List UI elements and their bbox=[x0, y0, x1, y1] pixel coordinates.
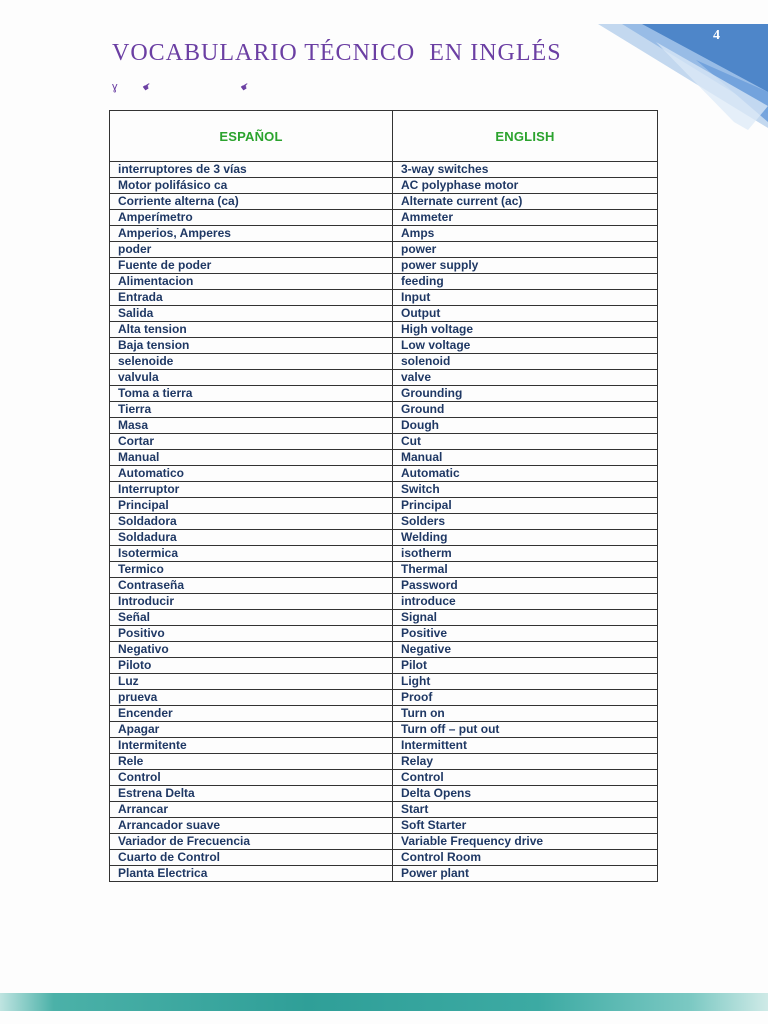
table-row bbox=[110, 210, 658, 226]
spanish-term: Motor polifásico ca bbox=[110, 178, 393, 194]
english-term: Dough bbox=[393, 418, 658, 434]
spanish-term: Termico bbox=[110, 562, 393, 578]
english-term: Alternate current (ac) bbox=[393, 194, 658, 210]
spanish-term: Tierra bbox=[110, 402, 393, 418]
spanish-term: Corriente alterna (ca) bbox=[110, 194, 393, 210]
page-title: VOCABULARIO TÉCNICO EN INGLÉS bbox=[112, 40, 562, 66]
table-row bbox=[110, 322, 658, 338]
table-row bbox=[110, 610, 658, 626]
table-row bbox=[110, 770, 658, 786]
gamma-glyph: ɣ bbox=[112, 81, 118, 93]
table-row bbox=[110, 658, 658, 674]
spanish-term: Amperios, Amperes bbox=[110, 226, 393, 242]
english-term: Ground bbox=[393, 402, 658, 418]
vocabulary-table bbox=[109, 110, 658, 882]
english-term: Cut bbox=[393, 434, 658, 450]
table-row bbox=[110, 754, 658, 770]
table-row bbox=[110, 738, 658, 754]
table-row bbox=[110, 706, 658, 722]
english-term: Soft Starter bbox=[393, 818, 658, 834]
english-term: Welding bbox=[393, 530, 658, 546]
table-row bbox=[110, 194, 658, 210]
english-term: introduce bbox=[393, 594, 658, 610]
spanish-term: Isotermica bbox=[110, 546, 393, 562]
english-term: 3-way switches bbox=[393, 162, 658, 178]
spanish-term: Alimentacion bbox=[110, 274, 393, 290]
spanish-term: Soldadura bbox=[110, 530, 393, 546]
english-term: Intermittent bbox=[393, 738, 658, 754]
spanish-term: Control bbox=[110, 770, 393, 786]
spanish-term: interruptores de 3 vías bbox=[110, 162, 393, 178]
spanish-term: Intermitente bbox=[110, 738, 393, 754]
table-row bbox=[110, 594, 658, 610]
english-term: Variable Frequency drive bbox=[393, 834, 658, 850]
spanish-term: Manual bbox=[110, 450, 393, 466]
spanish-term: Arrancador suave bbox=[110, 818, 393, 834]
english-term: solenoid bbox=[393, 354, 658, 370]
spanish-term: Señal bbox=[110, 610, 393, 626]
spanish-term: selenoide bbox=[110, 354, 393, 370]
english-term: Delta Opens bbox=[393, 786, 658, 802]
english-term: Amps bbox=[393, 226, 658, 242]
table-row bbox=[110, 370, 658, 386]
spanish-term: Baja tension bbox=[110, 338, 393, 354]
table-row bbox=[110, 498, 658, 514]
table-row bbox=[110, 258, 658, 274]
english-term: Light bbox=[393, 674, 658, 690]
spanish-term: Contraseña bbox=[110, 578, 393, 594]
english-term: Output bbox=[393, 306, 658, 322]
spanish-term: Cuarto de Control bbox=[110, 850, 393, 866]
spanish-term: Alta tension bbox=[110, 322, 393, 338]
footer-accent-bar bbox=[0, 993, 768, 1011]
spanish-term: Apagar bbox=[110, 722, 393, 738]
spanish-term: Interruptor bbox=[110, 482, 393, 498]
english-term: Control Room bbox=[393, 850, 658, 866]
table-header-row bbox=[110, 111, 658, 162]
english-term: Principal bbox=[393, 498, 658, 514]
table-row bbox=[110, 642, 658, 658]
table-row bbox=[110, 546, 658, 562]
english-term: Low voltage bbox=[393, 338, 658, 354]
english-term: Turn on bbox=[393, 706, 658, 722]
table-row bbox=[110, 306, 658, 322]
spanish-term: Masa bbox=[110, 418, 393, 434]
english-term: Turn off – put out bbox=[393, 722, 658, 738]
table-row bbox=[110, 450, 658, 466]
table-row bbox=[110, 274, 658, 290]
table-row bbox=[110, 834, 658, 850]
table-row bbox=[110, 402, 658, 418]
spanish-term: Rele bbox=[110, 754, 393, 770]
table-body bbox=[110, 162, 658, 882]
english-term: Manual bbox=[393, 450, 658, 466]
table-row bbox=[110, 690, 658, 706]
spanish-term: Planta Electrica bbox=[110, 866, 393, 882]
table-row bbox=[110, 626, 658, 642]
english-term: Signal bbox=[393, 610, 658, 626]
table-row bbox=[110, 722, 658, 738]
spanish-term: Salida bbox=[110, 306, 393, 322]
table-row bbox=[110, 162, 658, 178]
english-term: Thermal bbox=[393, 562, 658, 578]
spanish-term: Encender bbox=[110, 706, 393, 722]
table-row bbox=[110, 338, 658, 354]
table-row bbox=[110, 418, 658, 434]
english-term: AC polyphase motor bbox=[393, 178, 658, 194]
table-row bbox=[110, 674, 658, 690]
table-row bbox=[110, 226, 658, 242]
table-row bbox=[110, 466, 658, 482]
english-term: Switch bbox=[393, 482, 658, 498]
table-row bbox=[110, 562, 658, 578]
english-term: Positive bbox=[393, 626, 658, 642]
english-term: Proof bbox=[393, 690, 658, 706]
table-row bbox=[110, 434, 658, 450]
spanish-term: poder bbox=[110, 242, 393, 258]
pointing-hand-icon: ☛ bbox=[238, 80, 252, 95]
decorative-glyphs bbox=[112, 82, 250, 93]
table-row bbox=[110, 386, 658, 402]
spanish-term: Arrancar bbox=[110, 802, 393, 818]
header-espanol: ESPAÑOL bbox=[110, 111, 393, 162]
table-row bbox=[110, 802, 658, 818]
spanish-term: prueva bbox=[110, 690, 393, 706]
spanish-term: Positivo bbox=[110, 626, 393, 642]
spanish-term: Cortar bbox=[110, 434, 393, 450]
english-term: High voltage bbox=[393, 322, 658, 338]
english-term: isotherm bbox=[393, 546, 658, 562]
english-term: Pilot bbox=[393, 658, 658, 674]
table-row bbox=[110, 786, 658, 802]
english-term: Negative bbox=[393, 642, 658, 658]
spanish-term: Luz bbox=[110, 674, 393, 690]
english-term: Power plant bbox=[393, 866, 658, 882]
table-row bbox=[110, 850, 658, 866]
english-term: Start bbox=[393, 802, 658, 818]
spanish-term: Estrena Delta bbox=[110, 786, 393, 802]
table-row bbox=[110, 354, 658, 370]
table-row bbox=[110, 818, 658, 834]
table-row bbox=[110, 178, 658, 194]
english-term: feeding bbox=[393, 274, 658, 290]
english-term: Solders bbox=[393, 514, 658, 530]
table-row bbox=[110, 578, 658, 594]
english-term: Automatic bbox=[393, 466, 658, 482]
spanish-term: Introducir bbox=[110, 594, 393, 610]
spanish-term: Entrada bbox=[110, 290, 393, 306]
spanish-term: Toma a tierra bbox=[110, 386, 393, 402]
spanish-term: Principal bbox=[110, 498, 393, 514]
english-term: Ammeter bbox=[393, 210, 658, 226]
spanish-term: Fuente de poder bbox=[110, 258, 393, 274]
english-term: power bbox=[393, 242, 658, 258]
pointing-hand-icon: ☛ bbox=[140, 80, 154, 95]
spanish-term: Variador de Frecuencia bbox=[110, 834, 393, 850]
page-number: 4 bbox=[713, 28, 720, 43]
table-row bbox=[110, 290, 658, 306]
header-english: ENGLISH bbox=[393, 111, 658, 162]
english-term: power supply bbox=[393, 258, 658, 274]
spanish-term: Amperímetro bbox=[110, 210, 393, 226]
table-row bbox=[110, 482, 658, 498]
table-row bbox=[110, 530, 658, 546]
spanish-term: Automatico bbox=[110, 466, 393, 482]
table-row bbox=[110, 242, 658, 258]
spanish-term: Piloto bbox=[110, 658, 393, 674]
table-row bbox=[110, 514, 658, 530]
table-row bbox=[110, 866, 658, 882]
english-term: valve bbox=[393, 370, 658, 386]
english-term: Password bbox=[393, 578, 658, 594]
spanish-term: valvula bbox=[110, 370, 393, 386]
english-term: Grounding bbox=[393, 386, 658, 402]
spanish-term: Negativo bbox=[110, 642, 393, 658]
english-term: Control bbox=[393, 770, 658, 786]
english-term: Relay bbox=[393, 754, 658, 770]
english-term: Input bbox=[393, 290, 658, 306]
spanish-term: Soldadora bbox=[110, 514, 393, 530]
